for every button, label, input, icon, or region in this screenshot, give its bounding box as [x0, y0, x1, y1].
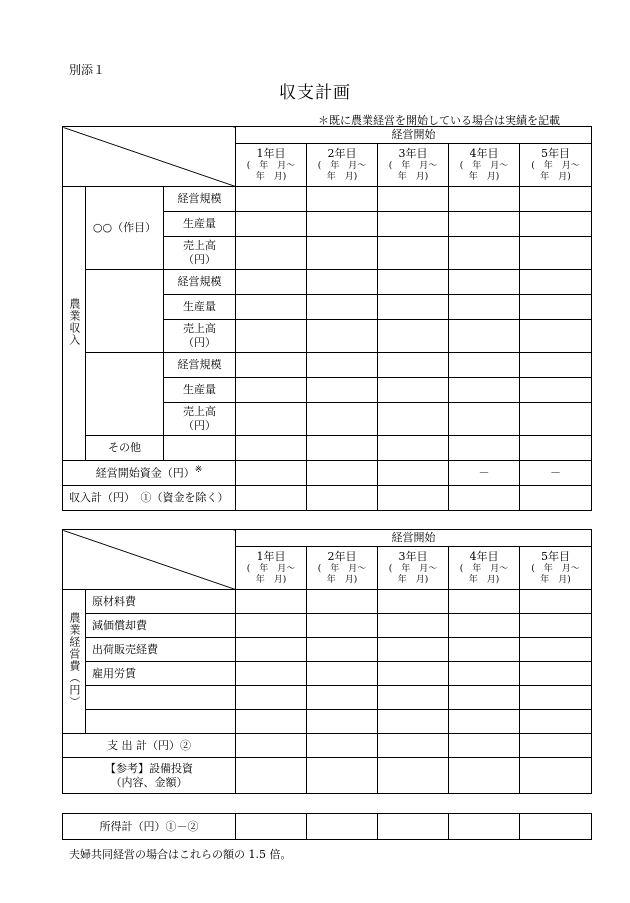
input-cell[interactable]: [449, 353, 520, 378]
income-total-label: 収入計（円） ①（資金を除く）: [63, 486, 236, 511]
input-cell[interactable]: [307, 814, 378, 840]
input-cell[interactable]: [449, 270, 520, 295]
income-calc-table: [62, 813, 592, 840]
header-diagonal-cell: [63, 127, 236, 187]
input-cell[interactable]: [378, 710, 449, 734]
input-cell[interactable]: [236, 662, 307, 686]
note-text: ＊既に農業経営を開始している場合は実績を記載: [318, 114, 560, 127]
year-header: 5年目 ( 年 月〜 年 月): [520, 144, 592, 187]
row-label-production: 生産量: [164, 212, 236, 237]
input-cell[interactable]: [236, 378, 307, 403]
row-label-sales: 売上高 （円）: [164, 403, 236, 436]
input-cell[interactable]: [307, 758, 378, 794]
input-cell[interactable]: [307, 638, 378, 662]
input-cell[interactable]: [449, 403, 520, 436]
year-header: 2年目 ( 年 月〜 年 月): [307, 547, 378, 590]
input-cell[interactable]: [378, 814, 449, 840]
input-cell[interactable]: [378, 638, 449, 662]
input-cell[interactable]: [520, 814, 592, 840]
input-cell[interactable]: [449, 710, 520, 734]
capex-reference-label: 【参考】設備投資 （内容、金額）: [63, 758, 236, 794]
input-cell[interactable]: [520, 638, 592, 662]
input-cell[interactable]: [307, 614, 378, 638]
income-table: [62, 126, 592, 511]
input-cell[interactable]: [236, 734, 307, 758]
input-cell[interactable]: [236, 710, 307, 734]
input-cell[interactable]: [236, 403, 307, 436]
crop-label-empty[interactable]: [86, 353, 164, 436]
page-title: 収支計画: [279, 83, 351, 103]
input-cell[interactable]: [520, 590, 592, 614]
start-label: 経営開始: [236, 530, 592, 547]
input-cell[interactable]: [378, 353, 449, 378]
input-cell[interactable]: [236, 461, 307, 486]
input-cell[interactable]: [307, 662, 378, 686]
input-cell[interactable]: [378, 320, 449, 353]
expense-item: 減価償却費: [86, 614, 236, 638]
input-cell[interactable]: [520, 662, 592, 686]
input-cell[interactable]: [378, 403, 449, 436]
row-label-production: 生産量: [164, 295, 236, 320]
input-cell[interactable]: [520, 353, 592, 378]
input-cell[interactable]: [307, 461, 378, 486]
input-cell[interactable]: [520, 758, 592, 794]
input-cell[interactable]: [307, 237, 378, 270]
input-cell[interactable]: [520, 187, 592, 212]
row-label-scale: 経営規模: [164, 270, 236, 295]
input-cell[interactable]: [449, 814, 520, 840]
input-cell[interactable]: [236, 353, 307, 378]
input-cell[interactable]: [236, 814, 307, 840]
input-cell[interactable]: [520, 403, 592, 436]
crop-label: ○○（作目）: [86, 187, 164, 270]
row-label-production: 生産量: [164, 378, 236, 403]
input-cell[interactable]: [307, 295, 378, 320]
input-cell[interactable]: [378, 295, 449, 320]
input-cell[interactable]: [520, 486, 592, 511]
input-cell[interactable]: [520, 320, 592, 353]
input-cell[interactable]: [520, 436, 592, 461]
input-cell[interactable]: [520, 237, 592, 270]
input-cell[interactable]: [236, 590, 307, 614]
input-cell[interactable]: [236, 270, 307, 295]
start-label: 経営開始: [236, 127, 592, 144]
income-section-label: 農業収入: [63, 187, 86, 461]
input-cell[interactable]: [307, 710, 378, 734]
input-cell[interactable]: [449, 212, 520, 237]
input-cell[interactable]: [378, 212, 449, 237]
input-cell[interactable]: [307, 486, 378, 511]
input-cell[interactable]: [236, 486, 307, 511]
input-cell[interactable]: [378, 237, 449, 270]
row-label-sales: 売上高 （円）: [164, 320, 236, 353]
input-cell[interactable]: [449, 590, 520, 614]
input-cell[interactable]: [449, 320, 520, 353]
input-cell[interactable]: [236, 638, 307, 662]
row-label-scale: 経営規模: [164, 353, 236, 378]
start-funds-label: 経営開始資金（円）※: [63, 461, 236, 486]
input-cell[interactable]: [449, 638, 520, 662]
year-header: 5年目 ( 年 月〜 年 月): [520, 547, 592, 590]
dash-cell: －: [520, 461, 592, 486]
other-label: その他: [86, 436, 164, 461]
expense-item: 雇用労賃: [86, 662, 236, 686]
year-header: 2年目 ( 年 月〜 年 月): [307, 144, 378, 187]
input-cell[interactable]: [378, 461, 449, 486]
row-label-sales: 売上高 （円）: [164, 237, 236, 270]
input-cell[interactable]: [378, 614, 449, 638]
input-cell[interactable]: [378, 734, 449, 758]
input-cell[interactable]: [449, 758, 520, 794]
input-cell[interactable]: [449, 436, 520, 461]
input-cell[interactable]: [236, 237, 307, 270]
input-cell[interactable]: [236, 187, 307, 212]
input-cell[interactable]: [449, 734, 520, 758]
year-header: 4年目 ( 年 月〜 年 月): [449, 547, 520, 590]
input-cell[interactable]: [378, 758, 449, 794]
input-cell[interactable]: [378, 686, 449, 710]
input-cell[interactable]: [236, 212, 307, 237]
year-header: 1年目 ( 年 月〜 年 月): [236, 547, 307, 590]
input-cell[interactable]: [520, 212, 592, 237]
input-cell[interactable]: [449, 486, 520, 511]
crop-label-empty[interactable]: [86, 270, 164, 353]
input-cell[interactable]: [378, 590, 449, 614]
input-cell[interactable]: [307, 212, 378, 237]
input-cell[interactable]: [378, 270, 449, 295]
input-cell[interactable]: [307, 353, 378, 378]
dash-cell: －: [449, 461, 520, 486]
input-cell[interactable]: [378, 662, 449, 686]
input-cell[interactable]: [236, 436, 307, 461]
input-cell[interactable]: [307, 734, 378, 758]
input-cell[interactable]: [307, 378, 378, 403]
input-cell[interactable]: [307, 187, 378, 212]
input-cell[interactable]: [449, 614, 520, 638]
expense-item-empty[interactable]: [86, 710, 236, 734]
input-cell[interactable]: [307, 320, 378, 353]
expense-item: 出荷販売経費: [86, 638, 236, 662]
input-cell[interactable]: [307, 403, 378, 436]
input-cell[interactable]: [520, 295, 592, 320]
year-header: 3年目 ( 年 月〜 年 月): [378, 144, 449, 187]
input-cell[interactable]: [520, 686, 592, 710]
input-cell[interactable]: [449, 237, 520, 270]
input-cell[interactable]: [520, 734, 592, 758]
footer-note: 夫婦共同経営の場合はこれらの額の 1.5 倍。: [69, 848, 292, 861]
expense-section-label: 農業経営費（円）: [63, 590, 86, 734]
input-cell[interactable]: [236, 295, 307, 320]
input-cell[interactable]: [307, 436, 378, 461]
input-cell[interactable]: [520, 614, 592, 638]
year-header: 4年目 ( 年 月〜 年 月): [449, 144, 520, 187]
input-cell[interactable]: [307, 270, 378, 295]
header-diagonal-cell: [63, 530, 236, 590]
input-cell[interactable]: [520, 710, 592, 734]
input-cell[interactable]: [449, 378, 520, 403]
input-cell[interactable]: [378, 486, 449, 511]
row-label-scale: 経営規模: [164, 187, 236, 212]
input-cell[interactable]: [449, 662, 520, 686]
input-cell[interactable]: [449, 187, 520, 212]
input-cell[interactable]: [378, 436, 449, 461]
year-header: 3年目 ( 年 月〜 年 月): [378, 547, 449, 590]
input-cell[interactable]: [236, 758, 307, 794]
input-cell[interactable]: [307, 686, 378, 710]
input-cell[interactable]: [236, 614, 307, 638]
expense-item-empty[interactable]: [86, 686, 236, 710]
input-cell[interactable]: [520, 270, 592, 295]
input-cell[interactable]: [307, 590, 378, 614]
other-input[interactable]: [164, 436, 236, 461]
input-cell[interactable]: [449, 295, 520, 320]
year-header: 1年目 ( 年 月〜 年 月): [236, 144, 307, 187]
input-cell[interactable]: [378, 378, 449, 403]
expense-item: 原材料費: [86, 590, 236, 614]
input-cell[interactable]: [449, 686, 520, 710]
input-cell[interactable]: [236, 320, 307, 353]
expense-table: [62, 529, 592, 794]
income-calc-label: 所得計（円）①－②: [63, 814, 236, 840]
input-cell[interactable]: [520, 378, 592, 403]
input-cell[interactable]: [236, 686, 307, 710]
expense-total-label: 支 出 計（円）②: [63, 734, 236, 758]
appendix-label: 別添１: [69, 63, 106, 77]
input-cell[interactable]: [378, 187, 449, 212]
